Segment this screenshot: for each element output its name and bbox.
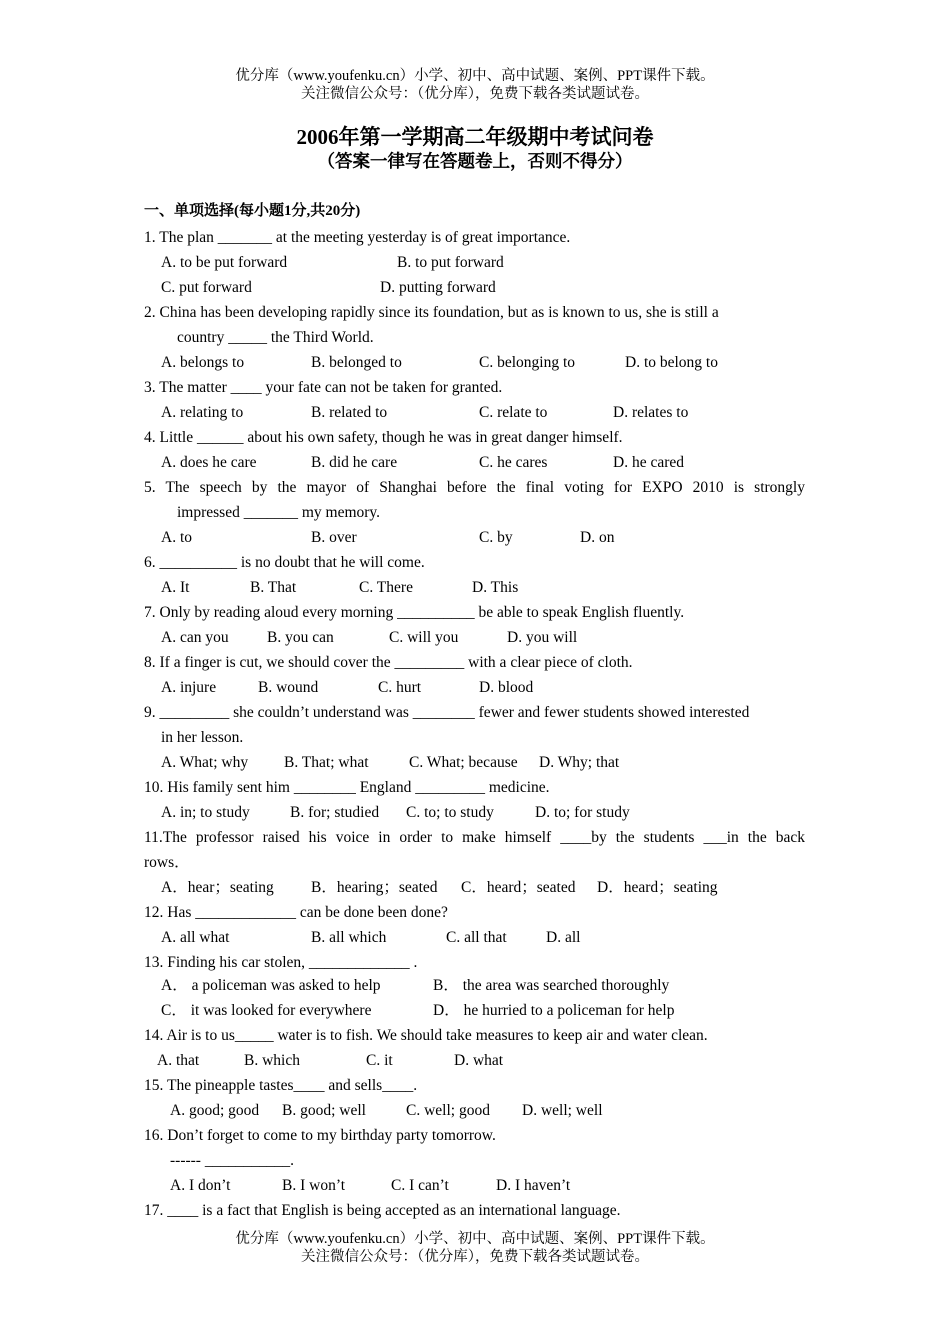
option-b: B. That [250, 579, 297, 596]
question-stem: 10. His family sent him ________ England _________ medicine. [144, 779, 550, 796]
option-d: D. to; for study [535, 804, 630, 821]
option-c: C. it [366, 1052, 393, 1069]
option-d: D. relates to [613, 404, 689, 421]
question-stem: 15. The pineapple tastes____ and sells____. [144, 1077, 418, 1094]
option-c: C. all that [446, 929, 507, 946]
question-stem: 2. China has been developing rapidly since its foundation, but as is known to us, she is still a [144, 304, 719, 321]
option-c: C. will you [389, 629, 459, 646]
option-a: A. to be put forward [161, 254, 288, 271]
page-footer [0, 1230, 950, 1266]
option-c: C. There [359, 579, 413, 596]
option-a: A. in; to study [161, 804, 250, 821]
option-d: D. putting forward [380, 279, 496, 296]
option-b: B. did he care [311, 454, 398, 471]
question-stem-continued: ------ ___________. [170, 1152, 294, 1169]
option-a: A. belongs to [161, 354, 245, 371]
option-a: A. I don’t [170, 1177, 231, 1194]
question-stem: 13. Finding his car stolen, _____________ . [144, 954, 418, 971]
question-stem: 16. Don’t forget to come to my birthday party tomorrow. [144, 1127, 496, 1144]
question-stem-continued: impressed _______ my memory. [177, 504, 381, 521]
option-d: D. you will [507, 629, 578, 646]
option-b: B. you can [267, 629, 334, 646]
option-c: C. he cares [479, 454, 548, 471]
option-a: A. can you [161, 629, 229, 646]
option-b: B. That; what [284, 754, 369, 771]
option-d: D. blood [479, 679, 534, 696]
option-a: A． a policeman was asked to help [161, 977, 381, 994]
option-a: A. relating to [161, 404, 244, 421]
question-stem: 17. ____ is a fact that English is being accepted as an international language. [144, 1202, 621, 1219]
option-b: B. to put forward [397, 254, 504, 271]
option-a: A. good; good [170, 1102, 260, 1119]
question-stem: 7. Only by reading aloud every morning __________ be able to speak English fluently. [144, 604, 685, 621]
option-b: B． the area was searched thoroughly [433, 977, 670, 994]
option-b: B. which [244, 1052, 300, 1069]
option-c: C. belonging to [479, 354, 576, 371]
question-stem: 12. Has _____________ can be done been done? [144, 904, 448, 921]
option-d: D. to belong to [625, 354, 718, 371]
header-line-2: 关注微信公众号：（优分库），免费下载各类试题试卷。 [301, 86, 649, 102]
option-d: D. on [580, 529, 615, 546]
question-stem: 9. _________ she couldn’t understand was ________ fewer and fewer students showed interested [144, 704, 750, 721]
option-c: C. by [479, 529, 513, 546]
option-b: B. belonged to [311, 354, 402, 371]
exam-title: 2006年第一学期高二年级期中考试问卷 [296, 125, 654, 149]
option-b: B. I won’t [282, 1177, 346, 1194]
option-d: D. what [454, 1052, 504, 1069]
option-c: C. I can’t [391, 1177, 449, 1194]
section-title: 一、单项选择(每小题1分,共20分) [144, 203, 361, 219]
option-c: C. put forward [161, 279, 252, 296]
question-stem: 4. Little ______ about his own safety, though he was in great danger himself. [144, 429, 623, 446]
option-b: B. related to [311, 404, 388, 421]
header-line-1: 优分库（www.youfenku.cn）小学、初中、高中试题、案例、PPT课件下载。 [235, 68, 715, 84]
question-stem-continued: rows． [144, 854, 190, 871]
option-a: A．hear；seating [161, 879, 274, 896]
option-c: C．heard；seated [461, 879, 576, 896]
option-d: D． he hurried to a policeman for help [433, 1002, 675, 1019]
footer-line-1: 优分库（www.youfenku.cn）小学、初中、高中试题、案例、PPT课件下载。 [235, 1231, 715, 1247]
option-b: B. for; studied [290, 804, 380, 821]
question-stem: 14. Air is to us_____ water is to fish. We should take measures to keep air and water clean. [144, 1027, 708, 1044]
footer-line-2: 关注微信公众号：（优分库），免费下载各类试题试卷。 [301, 1249, 649, 1265]
question-stem-continued: country _____ the Third World. [177, 329, 374, 346]
option-c: C. to; to study [406, 804, 494, 821]
page-header [0, 67, 950, 103]
question-stem: 1. The plan _______ at the meeting yesterday is of great importance. [144, 229, 571, 246]
option-a: A. that [157, 1052, 200, 1069]
option-c: C． it was looked for everywhere [161, 1002, 372, 1019]
exam-subtitle: （答案一律写在答题卷上，否则不得分） [317, 151, 633, 171]
option-a: A. does he care [161, 454, 257, 471]
option-b: B. all which [311, 929, 387, 946]
exam-title-block [0, 124, 950, 172]
option-a: A. all what [161, 929, 230, 946]
option-d: D. all [546, 929, 581, 946]
option-d: D. I haven’t [496, 1177, 571, 1194]
option-c: C. well; good [406, 1102, 490, 1119]
option-c: C. hurt [378, 679, 422, 696]
option-a: A. It [161, 579, 190, 596]
option-d: D. Why; that [539, 754, 620, 771]
option-d: D. This [472, 579, 519, 596]
question-stem: 11.The professor raised his voice in order to make himself ____by the students ___in the back [144, 829, 805, 846]
question-stem: 6. __________ is no doubt that he will come. [144, 554, 425, 571]
option-b: B. wound [258, 679, 319, 696]
option-c: C. What; because [409, 754, 518, 771]
option-a: A. injure [161, 679, 217, 696]
option-d: D. well; well [522, 1102, 603, 1119]
option-b: B. over [311, 529, 357, 546]
question-stem: 5. The speech by the mayor of Shanghai before the final voting for EXPO 2010 is strongly [144, 479, 805, 496]
option-d: D. he cared [613, 454, 684, 471]
option-d: D．heard；seating [597, 879, 718, 896]
question-stem: 8. If a finger is cut, we should cover the _________ with a clear piece of cloth. [144, 654, 633, 671]
option-a: A. to [161, 529, 192, 546]
option-b: B. good; well [282, 1102, 366, 1119]
option-a: A. What; why [161, 754, 249, 771]
question-stem-continued: in her lesson. [161, 729, 244, 746]
question-stem: 3. The matter ____ your fate can not be taken for granted. [144, 379, 503, 396]
option-b: B．hearing；seated [311, 879, 438, 896]
option-c: C. relate to [479, 404, 548, 421]
